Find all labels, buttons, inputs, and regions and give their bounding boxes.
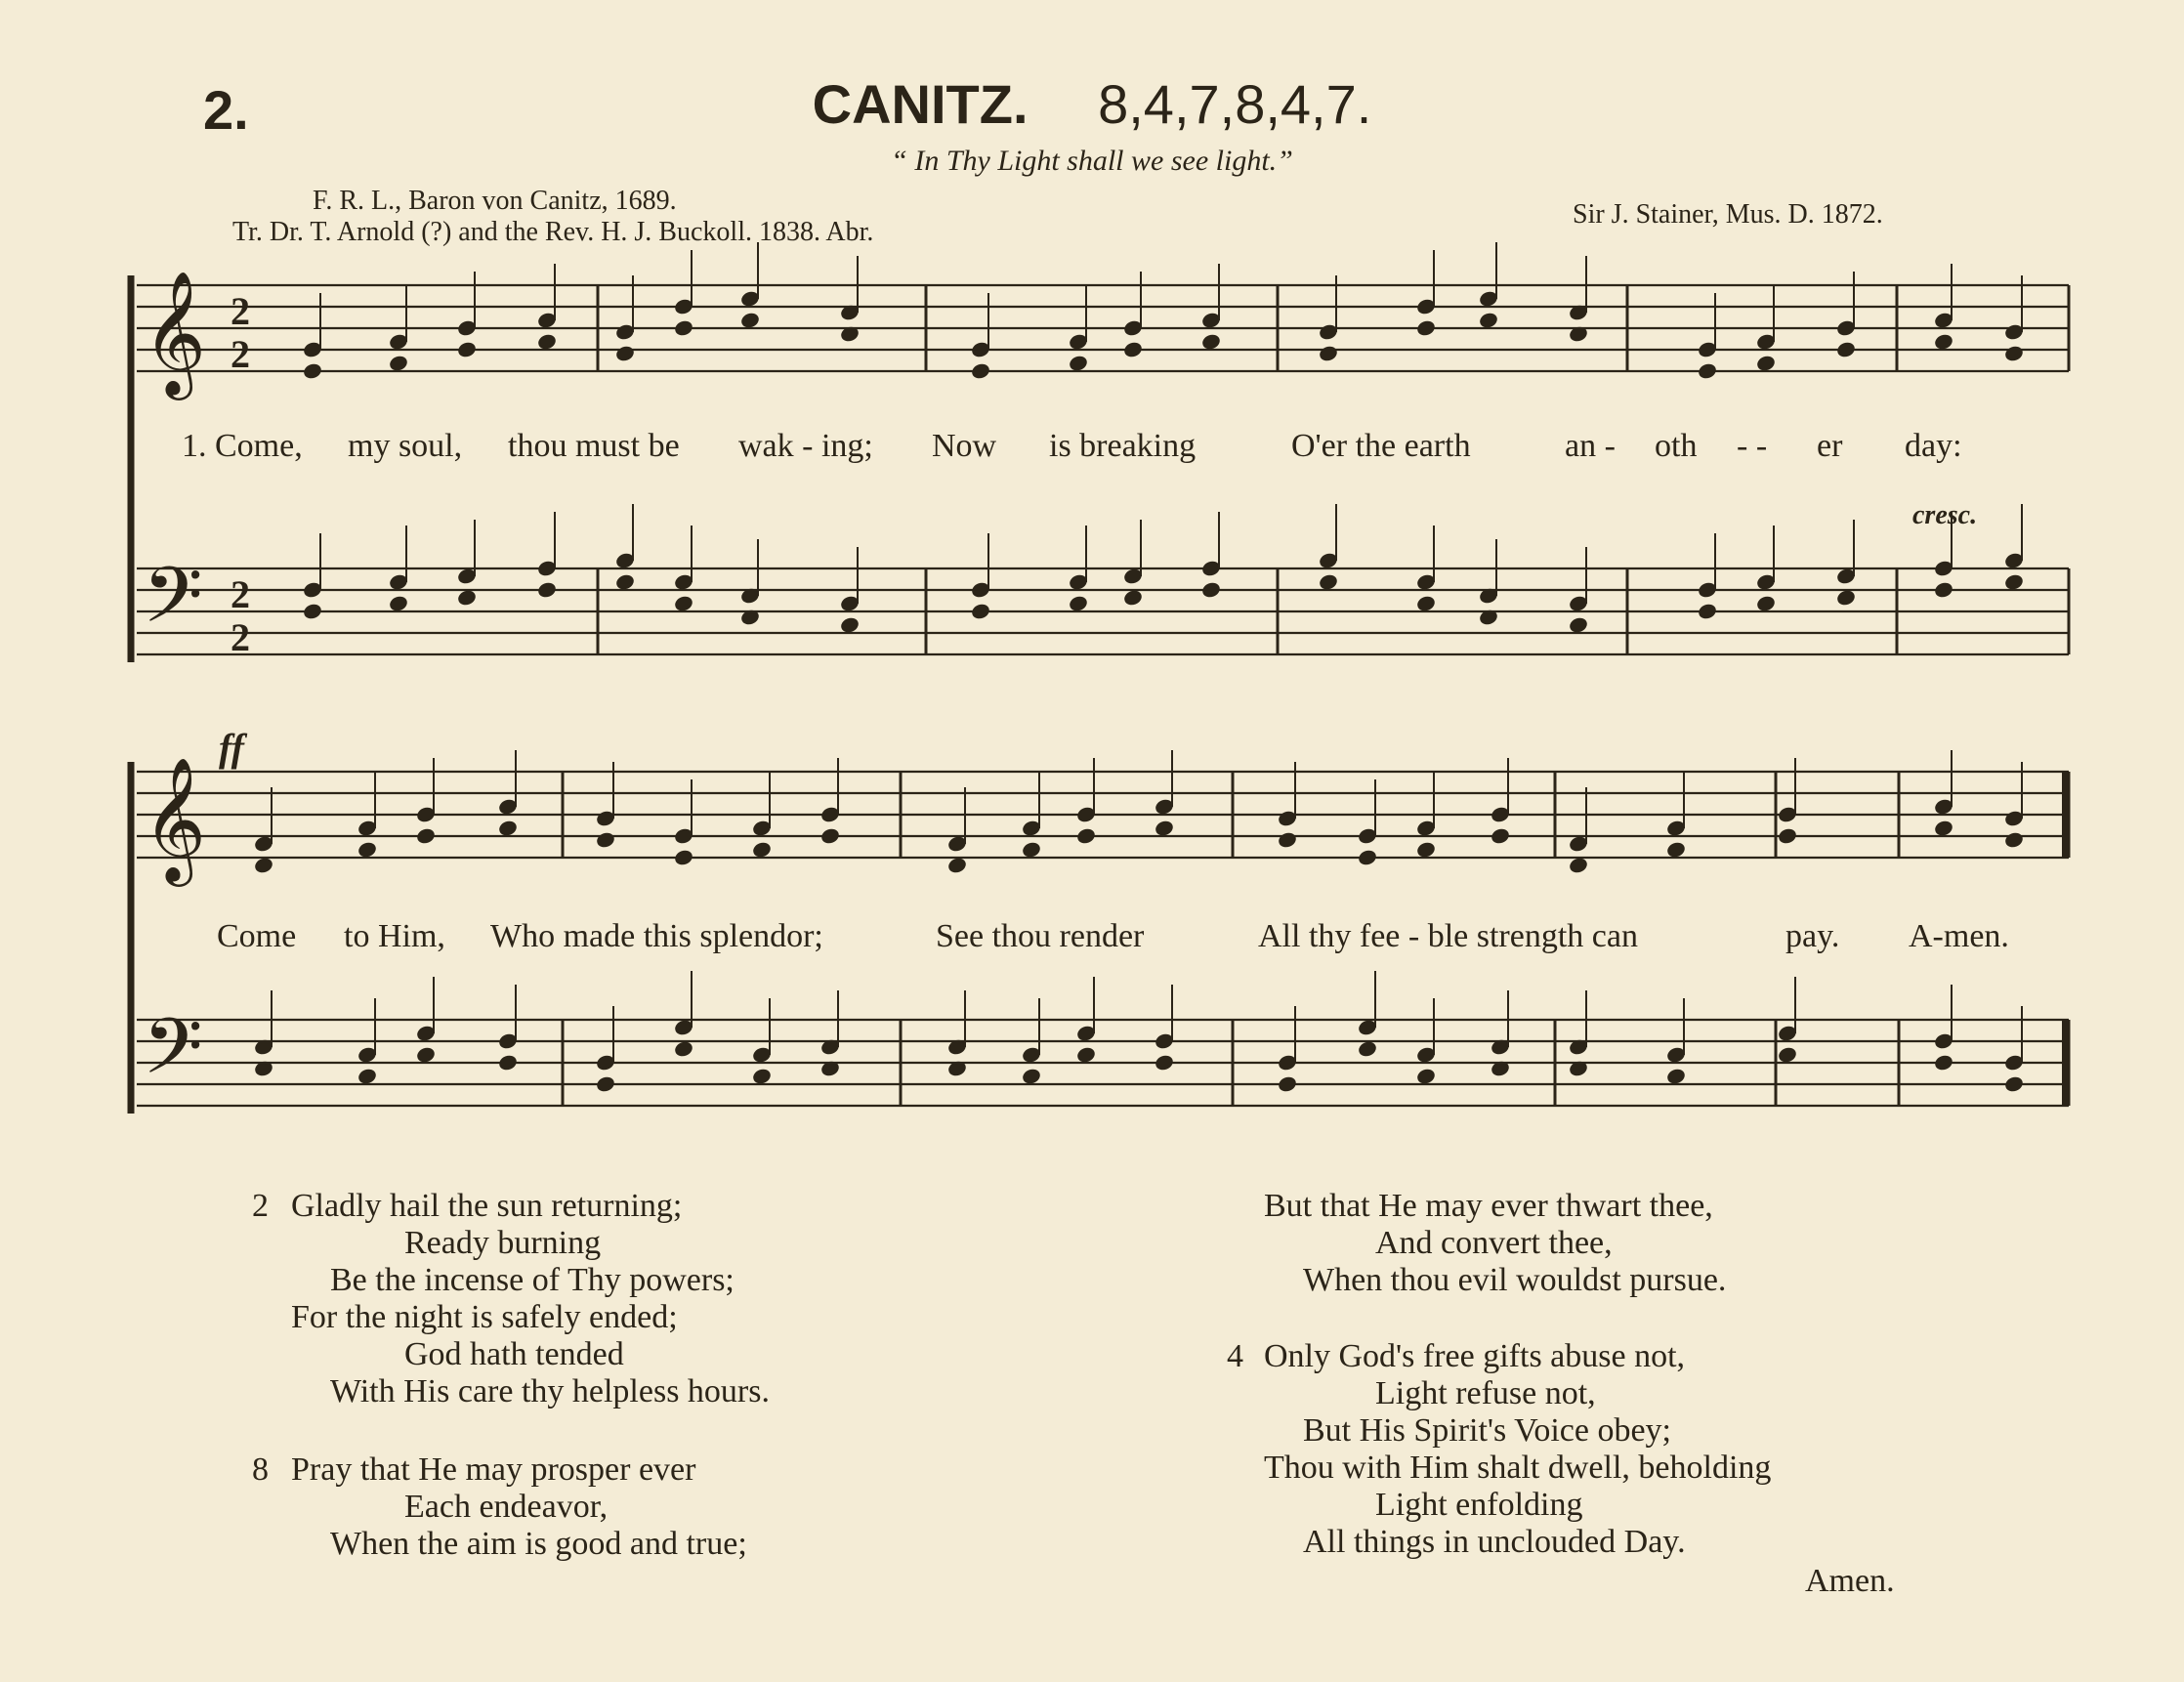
svg-text:2: 2	[231, 615, 250, 659]
lyric-syllable: See thou render	[936, 918, 1145, 954]
lyric-syllable: Who made this splendor;	[490, 918, 823, 954]
lyric-syllable: is breaking	[1049, 428, 1197, 464]
lyric-syllable: A-men.	[1909, 918, 2009, 954]
verse-number: 8	[252, 1451, 269, 1488]
tune-name: CANITZ.	[812, 73, 1029, 135]
verse-line: Light enfolding	[1375, 1487, 1583, 1523]
verse-line: For the night is safely ended;	[291, 1299, 678, 1335]
verse-line: Ready burning	[404, 1225, 602, 1261]
lyric-syllable: O'er the earth	[1291, 428, 1471, 464]
lyric-syllable: to Him,	[344, 918, 445, 954]
verse-line: When the aim is good and true;	[330, 1526, 747, 1562]
verse-line: Be the incense of Thy powers;	[330, 1262, 735, 1298]
svg-text:𝄢: 𝄢	[143, 550, 203, 659]
verse-line: Each endeavor,	[404, 1489, 609, 1525]
lyric-syllable: thou must be	[508, 428, 680, 464]
verse-line: Pray that He may prosper ever	[291, 1451, 696, 1488]
cresc-marking: cresc.	[1912, 500, 1978, 530]
ff-marking: ff	[219, 726, 244, 770]
verse-number: 4	[1227, 1338, 1243, 1374]
tune-meter: 8,4,7,8,4,7.	[1098, 73, 1372, 135]
lyric-syllable: Now	[932, 428, 997, 464]
amen: Amen.	[1805, 1563, 1895, 1599]
lyric-syllable: pay.	[1785, 918, 1840, 954]
svg-text:2: 2	[231, 332, 250, 376]
verse-line: Gladly hail the sun returning;	[291, 1188, 683, 1224]
composer-credit: Sir J. Stainer, Mus. D. 1872.	[1573, 199, 1883, 230]
verse-number: 2	[252, 1188, 269, 1224]
noteheads	[253, 242, 2025, 1094]
clefs	[143, 270, 250, 1111]
verse-line: But that He may ever thwart thee,	[1264, 1188, 1713, 1224]
svg-text:𝄞: 𝄞	[143, 270, 207, 395]
verse-line: And convert thee,	[1375, 1225, 1613, 1261]
svg-text:2: 2	[231, 289, 250, 333]
lyric-syllable: oth	[1655, 428, 1698, 464]
verse-line: God hath tended	[404, 1336, 624, 1372]
svg-text:𝄞: 𝄞	[143, 756, 207, 881]
lyric-syllable: wak - ing;	[738, 428, 873, 464]
author-credit: F. R. L., Baron von Canitz, 1689.	[313, 186, 677, 216]
hymn-number: 2.	[203, 79, 249, 141]
lyric-syllable: er	[1817, 428, 1843, 464]
verse-line: With His care thy helpless hours.	[330, 1373, 770, 1409]
lyric-syllable: day:	[1905, 428, 1962, 464]
lyric-syllable: an -	[1565, 428, 1616, 464]
verse-line: But His Spirit's Voice obey;	[1303, 1412, 1672, 1449]
lyric-syllable: my soul,	[348, 428, 463, 464]
staff-lines	[137, 285, 2069, 1106]
verse-line: When thou evil wouldst pursue.	[1303, 1262, 1727, 1298]
verse-line: Light refuse not,	[1375, 1375, 1596, 1411]
svg-text:𝄢: 𝄢	[143, 1001, 203, 1111]
svg-text:2: 2	[231, 572, 250, 616]
verse-line: All things in unclouded Day.	[1303, 1524, 1686, 1560]
translator-credit: Tr. Dr. T. Arnold (?) and the Rev. H. J. Buckoll. 1838. Abr.	[232, 217, 874, 247]
lyric-syllable: - -	[1737, 428, 1768, 464]
verse-line: Only God's free gifts abuse not,	[1264, 1338, 1686, 1374]
lyric-syllable: 1. Come,	[182, 428, 303, 464]
lyric-syllable: Come	[217, 918, 297, 954]
barlines	[131, 275, 2069, 1114]
lyric-syllable: All thy fee - ble strength can	[1258, 918, 1638, 954]
verse-line: Thou with Him shalt dwell, beholding	[1264, 1450, 1772, 1486]
motto: “ In Thy Light shall we see light.”	[891, 145, 1293, 177]
